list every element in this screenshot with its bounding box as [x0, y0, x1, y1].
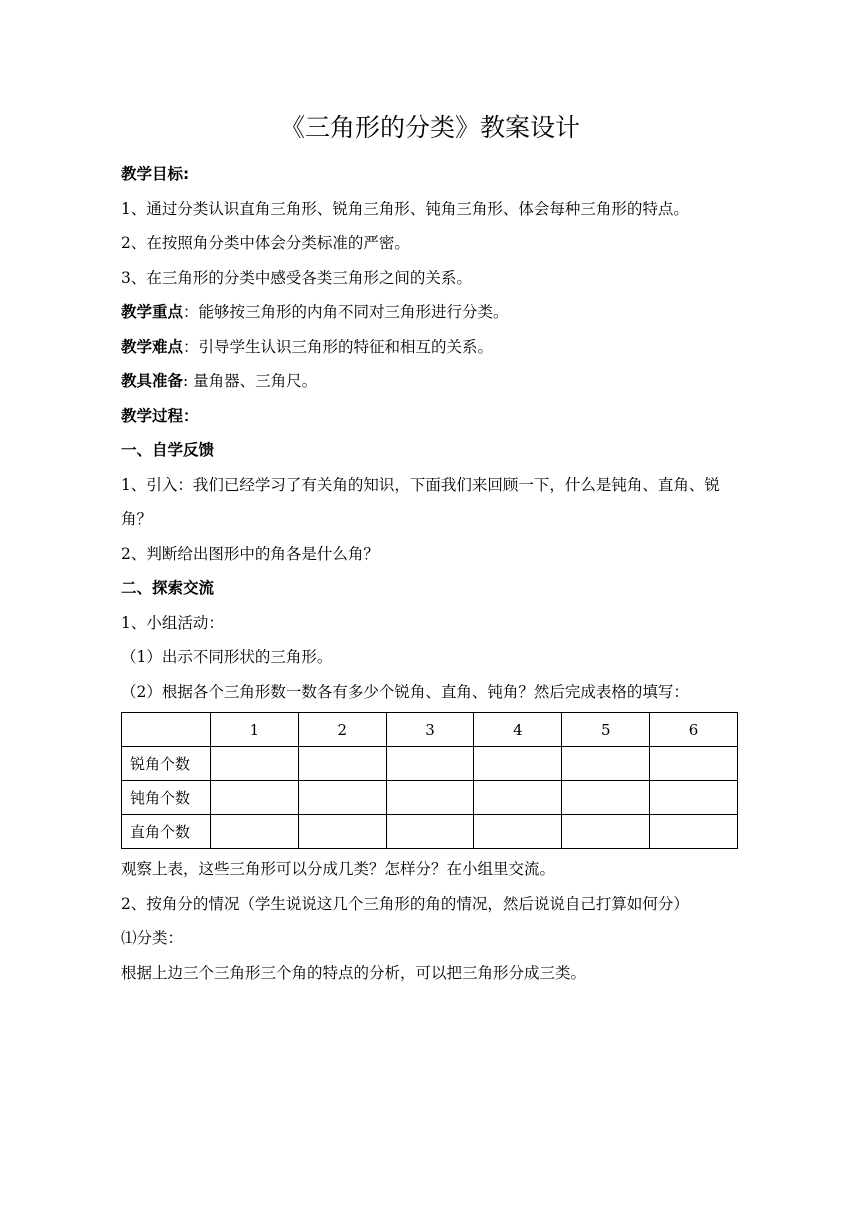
conclusion-text: 根据上边三个三角形三个角的特点的分析，可以把三角形分成三类。 [121, 963, 587, 982]
table-row [122, 747, 738, 781]
table-cell [562, 815, 650, 849]
table-row-label: 锐角个数 [122, 747, 211, 781]
table-cell [298, 781, 386, 815]
by-angle-text: 2、按角分的情况（学生说说这几个三角形的角的情况，然后说说自己打算如何分） [121, 894, 689, 913]
section1-heading: 一、自学反馈 [121, 441, 215, 459]
section2-activity: 1、小组活动： [121, 613, 224, 632]
objective-1: 1、通过分类认识直角三角形、锐角三角形、钝角三角形、体会每种三角形的特点。 [121, 199, 689, 218]
table-header-cell: 4 [474, 713, 562, 747]
key-point-line [121, 295, 741, 330]
table-cell [298, 815, 386, 849]
difficulty-line [121, 330, 741, 365]
table-cell [650, 781, 738, 815]
difficulty-text: ：引导学生认识三角形的特征和相互的关系。 [183, 337, 494, 356]
section2-step-1: （1）出示不同形状的三角形。 [121, 648, 333, 666]
table-header-cell: 6 [650, 713, 738, 747]
table-cell [650, 815, 738, 849]
table-header-cell: 1 [211, 713, 299, 747]
tools-line [121, 364, 741, 399]
table-cell [562, 781, 650, 815]
section2-heading: 二、探索交流 [121, 579, 215, 597]
objective-3: 3、在三角形的分类中感受各类三角形之间的关系。 [121, 268, 472, 287]
table-cell [386, 815, 474, 849]
objectives-heading: 教学目标: [121, 165, 190, 183]
table-cell [386, 747, 474, 781]
table-cell [562, 747, 650, 781]
table-cell [211, 815, 299, 849]
after-table-text: 观察上表，这些三角形可以分成几类？怎样分？在小组里交流。 [121, 860, 556, 878]
table-cell [211, 781, 299, 815]
table-header-cell: 3 [386, 713, 474, 747]
table-row-label: 直角个数 [122, 815, 211, 849]
section1-item-2: 2、判断给出图形中的角各是什么角？ [121, 544, 379, 563]
table-cell [474, 781, 562, 815]
classify-heading: ⑴分类： [121, 929, 184, 947]
table-header-row [122, 713, 738, 747]
section2-step-2: （2）根据各个三角形数一数各有多少个锐角、直角、钝角？然后完成表格的填写： [121, 682, 689, 701]
objective-2: 2、在按照角分类中体会分类标准的严密。 [121, 234, 410, 252]
section1-item-1: 1、引入：我们已经学习了有关角的知识，下面我们来回顾一下，什么是钝角、直角、锐角？ [121, 475, 720, 528]
table-cell [298, 747, 386, 781]
key-point-label: 教学重点 [121, 303, 184, 321]
difficulty-label: 教学难点 [121, 337, 184, 356]
table-row-label: 钝角个数 [122, 781, 211, 815]
table-cell [650, 747, 738, 781]
table-cell [474, 815, 562, 849]
document-body [121, 157, 741, 990]
table-cell [386, 781, 474, 815]
table-cell [474, 747, 562, 781]
table-row [122, 781, 738, 815]
table-cell [211, 747, 299, 781]
table-header-cell [122, 713, 211, 747]
document-title: 《三角形的分类》教案设计 [279, 113, 580, 142]
tools-label: 教具准备 [121, 372, 184, 390]
table-header-cell: 5 [562, 713, 650, 747]
table-header-cell: 2 [298, 713, 386, 747]
angle-count-table [121, 712, 738, 849]
key-point-text: ：能够按三角形的内角不同对三角形进行分类。 [183, 303, 509, 321]
process-heading: 教学过程： [121, 406, 199, 425]
table-row [122, 815, 738, 849]
tools-text: : 量角器、三角尺。 [183, 372, 318, 390]
